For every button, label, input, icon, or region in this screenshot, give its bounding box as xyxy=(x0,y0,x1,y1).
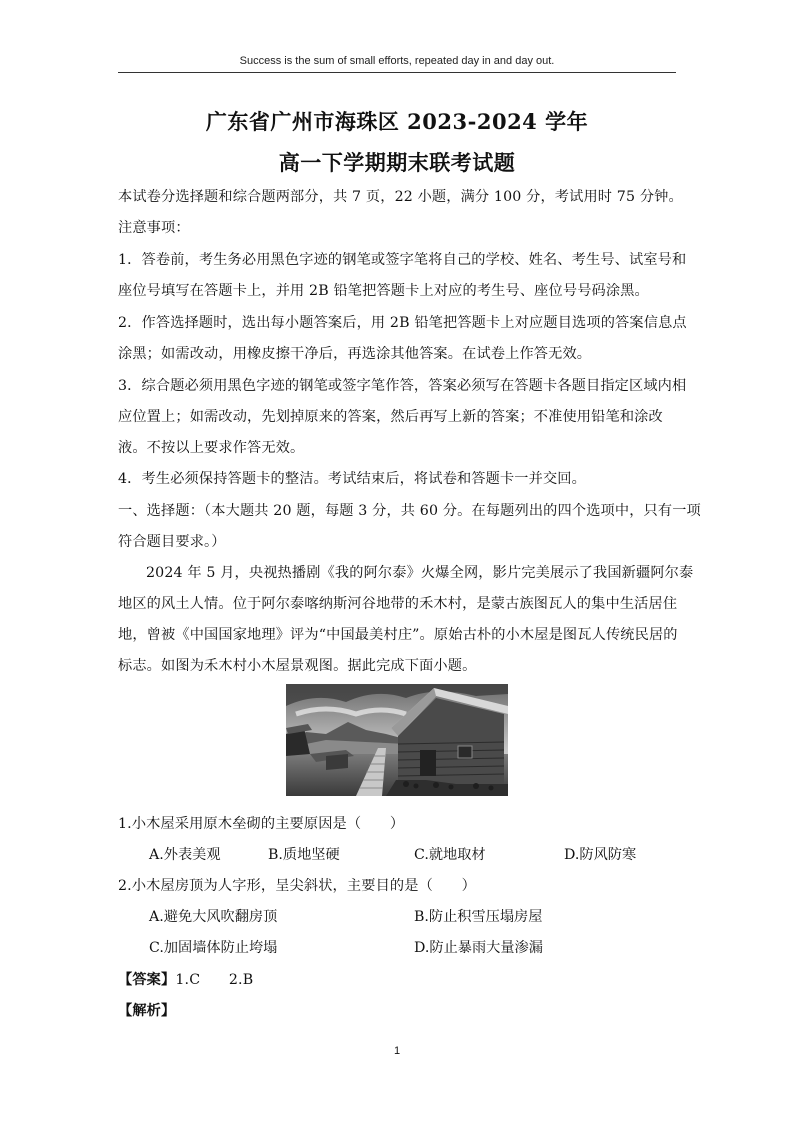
passage-line: 标志。如图为禾木村小木屋景观图。据此完成下面小题。 xyxy=(118,658,477,674)
question-1-stem: 1.小木屋采用原木垒砌的主要原因是（ ） xyxy=(118,816,405,832)
exam-title-line2: 高一下学期期末联考试题 xyxy=(278,150,516,175)
exam-title-line1: 广东省广州市海珠区 2023-2024 学年 xyxy=(205,109,589,134)
q1-option-d: D.防风防寒 xyxy=(564,847,637,863)
analysis-label: 【解析】 xyxy=(118,1003,176,1019)
header-motto: Success is the sum of small efforts, repeated day in and day out. xyxy=(239,55,555,67)
q1-option-b: B.质地坚硬 xyxy=(268,847,340,863)
q1-option-c: C.就地取材 xyxy=(414,847,486,863)
section-heading: 一、选择题：（本大题共 20 题，每题 3 分，共 60 分。在每题列出的四个选项中，只有一项 xyxy=(118,503,701,519)
notice-line: 2．作答选择题时，选出每小题答案后，用 2B 铅笔把答题卡上对应题目选项的答案信息点 xyxy=(118,315,687,331)
village-cabin-photo xyxy=(286,684,508,796)
q2-option-c: C.加固墙体防止垮塌 xyxy=(149,940,278,956)
notice-line: 应位置上；如需改动，先划掉原来的答案，然后再写上新的答案；不准使用铅笔和涂改 xyxy=(118,409,663,425)
passage-line: 地，曾被《中国国家地理》评为“中国最美村庄”。原始古朴的小木屋是图瓦人传统民居的 xyxy=(118,627,678,643)
passage-line: 地区的风土人情。位于阿尔泰喀纳斯河谷地带的禾木村，是蒙古族图瓦人的集中生活居住 xyxy=(118,596,678,612)
q1-option-a: A.外表美观 xyxy=(149,847,221,863)
notice-heading: 注意事项： xyxy=(118,220,190,236)
notice-line: 座位号填写在答题卡上，并用 2B 铅笔把答题卡上对应的考生号、座位号号码涂黑。 xyxy=(118,283,649,299)
notice-line: 涂黑；如需改动，用橡皮擦干净后，再选涂其他答案。在试卷上作答无效。 xyxy=(118,346,592,362)
notice-line: 1．答卷前，考生务必用黑色字迹的钢笔或签字笔将自己的学校、姓名、考生号、试室号和 xyxy=(118,252,687,268)
notice-line: 液。不按以上要求作答无效。 xyxy=(118,440,305,456)
q2-option-a: A.避免大风吹翻房顶 xyxy=(149,909,278,925)
notice-line: 4．考生必须保持答题卡的整洁。考试结束后，将试卷和答题卡一并交回。 xyxy=(118,471,586,487)
notice-line: 3．综合题必须用黑色字迹的钢笔或签字笔作答，答案必须写在答题卡各题目指定区域内相 xyxy=(118,378,687,394)
exam-intro: 本试卷分选择题和综合题两部分，共 7 页，22 小题，满分 100 分，考试用时 75 分钟。 xyxy=(118,189,683,205)
page-number: 1 xyxy=(393,1045,401,1057)
answer-label: 【答案】 xyxy=(118,972,176,988)
section-heading-cont: 符合题目要求。） xyxy=(118,534,226,550)
q2-option-b: B.防止积雪压塌房屋 xyxy=(414,909,543,925)
header-divider xyxy=(118,72,676,73)
question-2-stem: 2.小木屋房顶为人字形，呈尖斜状，主要目的是（ ） xyxy=(118,878,476,894)
answer-value: 1.C 2.B xyxy=(175,972,254,988)
passage-line: 2024 年 5 月，央视热播剧《我的阿尔泰》火爆全网，影片完美展示了我国新疆阿尔泰 xyxy=(146,565,694,581)
q2-option-d: D.防止暴雨大量渗漏 xyxy=(414,940,543,956)
answer-line xyxy=(118,969,676,989)
